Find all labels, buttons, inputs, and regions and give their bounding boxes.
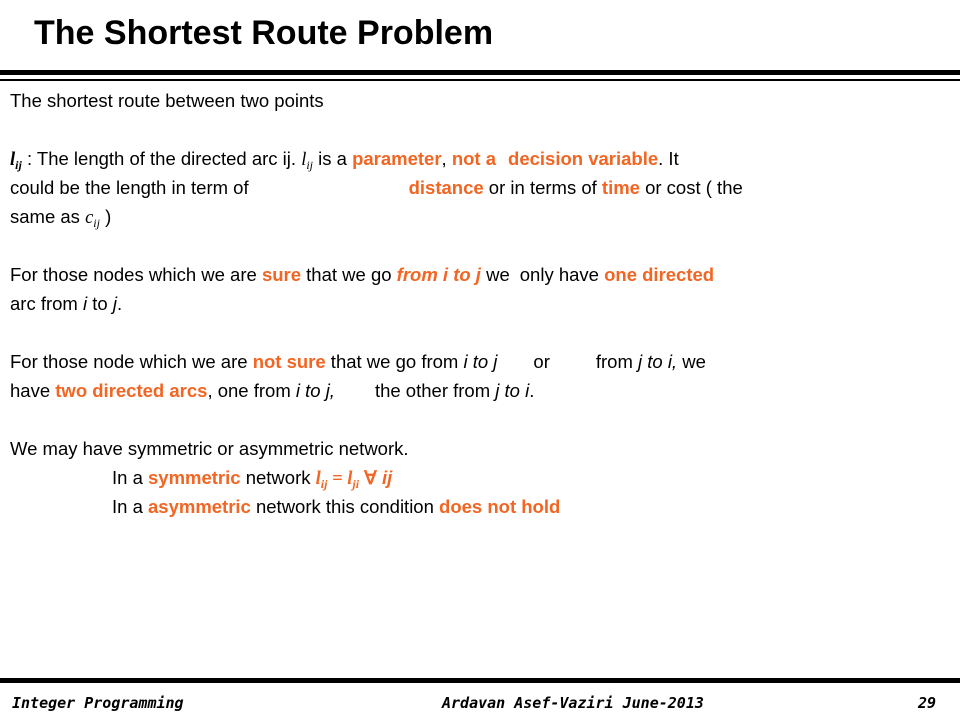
- slide-title: The Shortest Route Problem: [34, 14, 494, 52]
- spacer: [10, 405, 950, 434]
- footer-author-date: Ardavan Asef-Vaziri June-2013: [442, 694, 704, 712]
- term-parameter: parameter: [352, 148, 442, 169]
- body-line: same as $c_{ij}$ ): [10, 206, 112, 230]
- slide-body: [10, 86, 950, 521]
- page-number: 29: [918, 694, 937, 712]
- forall-symbol: ∀: [359, 467, 382, 488]
- body-line: We may have symmetric or asymmetric network.: [10, 438, 409, 459]
- spacer: [10, 115, 950, 144]
- body-line: In a asymmetric network this condition does not hold: [112, 496, 561, 517]
- body-line: For those nodes which we are sure that we go from i to j we only have one directed: [10, 264, 715, 285]
- body-line: have two directed arcs, one from i to j, the other from j to i.: [10, 380, 535, 401]
- spacer: [10, 231, 950, 260]
- footer-rule: [0, 678, 960, 683]
- body-line: could be the length in term of distance or in terms of time or cost ( the: [10, 177, 743, 198]
- footer-course: Integer Programming: [12, 694, 184, 712]
- body-line: The shortest route between two points: [10, 90, 324, 111]
- spacer: [10, 318, 950, 347]
- title-rule-bottom: [0, 79, 960, 81]
- title-rule-top: [0, 70, 960, 75]
- body-line: For those node which we are not sure that we go from i to j or from j to i, we: [10, 351, 706, 372]
- body-line: $l_{ij}$ : The length of the directed arc ij. $l_{ij}$ is a parameter, not a decision variable. It: [10, 148, 679, 172]
- body-line: In a symmetric network $l_{ij} = l_{ji}$ ∀ ij: [112, 467, 393, 491]
- body-line: arc from i to j.: [10, 293, 123, 314]
